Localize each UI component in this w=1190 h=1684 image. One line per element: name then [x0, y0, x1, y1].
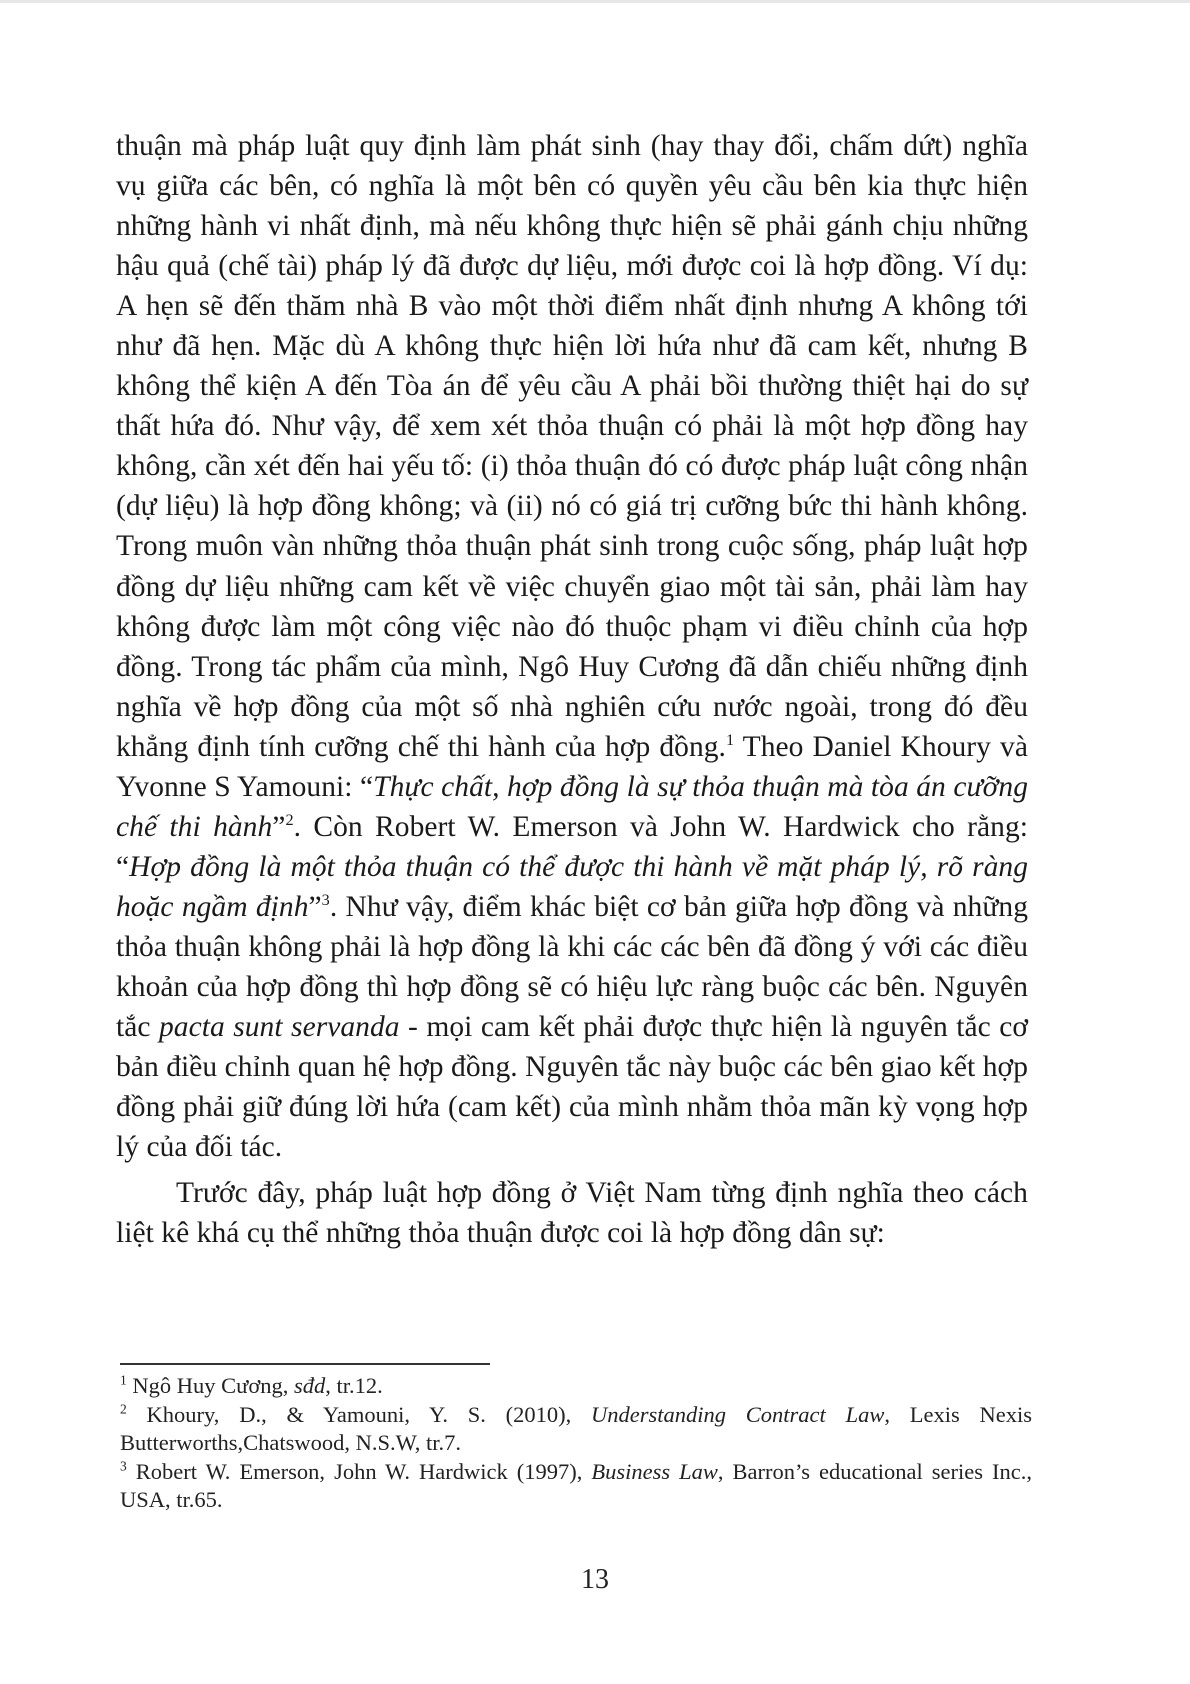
footnote-text: , Barron’s educational series Inc., USA, tr.65.	[120, 1458, 1032, 1512]
quote-emerson: Hợp đồng là một thỏa thuận có thể được thi hành về mặt pháp lý, rõ ràng hoặc ngầm định	[116, 850, 1028, 923]
p1-close-quote-2: ”	[308, 890, 322, 923]
footnote-italic: sđd	[293, 1373, 326, 1398]
paragraph-2: Trước đây, pháp luật hợp đồng ở Việt Nam từng định nghĩa theo cách liệt kê khá cụ thể những thỏa thuận được coi là hợp đồng dân sự:	[116, 1177, 1028, 1250]
p1-text-2: Theo Daniel Khoury và Yvonne S Yamouni: “	[116, 730, 1028, 803]
footnote-number: 1	[120, 1372, 127, 1388]
footnote-ref-2: 2	[285, 810, 294, 829]
p1-text-4: . Như vậy, điểm khác biệt cơ bản giữa hợp đồng và những thỏa thuận không phải là hợp đồng là khi các các bên đã đồng ý với các điều khoản của hợp đồng thì hợp đồng sẽ có hiệu lực ràng buộc các bên. Nguyên tắc	[116, 890, 1028, 1044]
footnote-italic: Business Law	[591, 1458, 718, 1484]
footnote-separator	[120, 1363, 490, 1365]
footnote-text: , Lexis Nexis Butterworths,Chatswood, N.S.W, tr.7.	[120, 1401, 1032, 1455]
footnote-ref-1: 1	[725, 730, 735, 749]
footnote-italic: Understanding Contract Law	[591, 1401, 885, 1427]
footnote-2	[120, 1401, 1032, 1458]
footnote-number: 3	[120, 1458, 127, 1473]
footnote-text: Ngô Huy Cương,	[132, 1373, 294, 1398]
paragraph-1	[116, 126, 1028, 1167]
footnote-3	[120, 1458, 1032, 1515]
footnote-text: , tr.12.	[325, 1373, 383, 1398]
quote-khoury: Thực chất, hợp đồng là sự thỏa thuận mà tòa án cưỡng chế thi hành	[116, 770, 1028, 843]
p1-text-5: - mọi cam kết phải được thực hiện là nguyên tắc cơ bản điều chỉnh quan hệ hợp đồng. Nguyên tắc này buộc các bên giao kết hợp đồng phải giữ đúng lời hứa (cam kết) của mình nhằm thỏa mãn kỳ vọng hợp lý của đối tác.	[116, 1011, 1028, 1164]
footnotes	[120, 1372, 1032, 1515]
p1-close-quote-1: ”	[272, 810, 286, 843]
p1-text-3: . Còn Robert W. Emerson và John W. Hardwick cho rằng: “	[116, 810, 1028, 883]
footnote-number: 2	[120, 1401, 127, 1416]
footnote-1	[120, 1372, 1032, 1401]
top-edge-rule	[0, 0, 1190, 3]
page-number: 13	[581, 1564, 609, 1595]
footnote-ref-3: 3	[321, 891, 330, 910]
p1-text-1: thuận mà pháp luật quy định làm phát sinh (hay thay đổi, chấm dứt) nghĩa vụ giữa các bên, có nghĩa là một bên có quyền yêu cầu bên kia thực hiện những hành vi nhất định, mà nếu không thực hiện sẽ phải gánh chịu những hậu quả (chế tài) pháp lý đã được dự liệu, mới được coi là hợp đồng. Ví dụ: A hẹn sẽ đến thăm nhà B vào một thời điểm nhất định nhưng A không tới như đã hẹn. Mặc dù A không thực hiện lời hứa như đã cam kết, nhưng B không thể kiện A đến Tòa án để yêu cầu A phải bồi thường thiệt hại do sự thất hứa đó. Như vậy, để xem xét thỏa thuận có phải là một hợp đồng hay không, cần xét đến hai yếu tố: (i) thỏa thuận đó có được pháp luật công nhận (dự liệu) là hợp đồng không; và (ii) nó có giá trị cưỡng bức thi hành không. Trong muôn vàn những thỏa thuận phát sinh trong cuộc sống, pháp luật hợp đồng dự liệu những cam kết về việc chuyển giao một tài sản, phải làm hay không được làm một công việc nào đó thuộc phạm vi điều chỉnh của hợp đồng. Trong tác phẩm của mình, Ngô Huy Cương đã dẫn chiếu những định nghĩa về hợp đồng của một số nhà nghiên cứu nước ngoài, trong đó đều khẳng định tính cưỡng chế thi hành của hợp đồng.	[116, 130, 1028, 763]
footnote-text: Khoury, D., & Yamouni, Y. S. (2010),	[146, 1401, 592, 1427]
footnote-text: Robert W. Emerson, John W. Hardwick (1997),	[135, 1458, 592, 1484]
latin-maxim: pacta sunt servanda	[158, 1011, 400, 1044]
body-text	[116, 126, 1028, 1253]
